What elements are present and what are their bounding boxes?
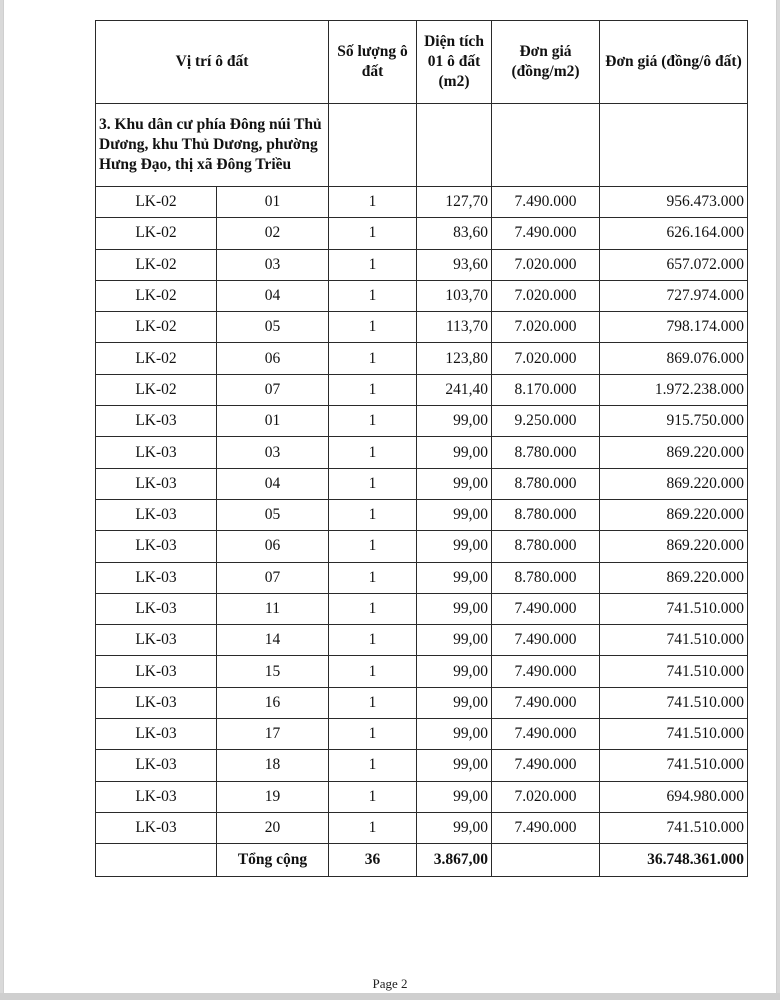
table-row [96, 406, 748, 437]
cell-lot: 05 [217, 312, 329, 343]
cell-quantity: 1 [329, 499, 417, 530]
cell-area: 99,00 [417, 719, 492, 750]
cell-block: LK-03 [96, 468, 217, 499]
cell-unit-price-m2: 9.250.000 [492, 406, 600, 437]
cell-unit-price-m2: 8.780.000 [492, 437, 600, 468]
cell-lot: 03 [217, 437, 329, 468]
cell-price-lot: 694.980.000 [600, 781, 748, 812]
cell-quantity: 1 [329, 187, 417, 218]
cell-quantity: 1 [329, 343, 417, 374]
cell-price-lot: 869.220.000 [600, 562, 748, 593]
cell-quantity: 1 [329, 687, 417, 718]
section-empty-cell [329, 104, 417, 187]
header-unit-price-lot: Đơn giá (đồng/ô đất) [600, 21, 748, 104]
cell-lot: 17 [217, 719, 329, 750]
cell-area: 99,00 [417, 562, 492, 593]
cell-lot: 11 [217, 593, 329, 624]
cell-area: 99,00 [417, 750, 492, 781]
cell-price-lot: 741.510.000 [600, 812, 748, 843]
cell-block: LK-03 [96, 531, 217, 562]
cell-area: 99,00 [417, 468, 492, 499]
header-quantity: Số lượng ô đất [329, 21, 417, 104]
table-row [96, 437, 748, 468]
cell-lot: 05 [217, 499, 329, 530]
cell-lot: 14 [217, 625, 329, 656]
cell-unit-price-m2: 7.020.000 [492, 280, 600, 311]
cell-block: LK-02 [96, 249, 217, 280]
table-row [96, 687, 748, 718]
cell-price-lot: 869.220.000 [600, 437, 748, 468]
cell-area: 99,00 [417, 812, 492, 843]
cell-quantity: 1 [329, 249, 417, 280]
table-row [96, 656, 748, 687]
table-row [96, 499, 748, 530]
cell-quantity: 1 [329, 719, 417, 750]
cell-price-lot: 798.174.000 [600, 312, 748, 343]
cell-price-lot: 956.473.000 [600, 187, 748, 218]
table-row [96, 343, 748, 374]
cell-unit-price-m2: 7.490.000 [492, 187, 600, 218]
total-area: 3.867,00 [417, 844, 492, 877]
cell-lot: 03 [217, 249, 329, 280]
cell-area: 103,70 [417, 280, 492, 311]
table-row [96, 312, 748, 343]
cell-block: LK-03 [96, 406, 217, 437]
cell-price-lot: 741.510.000 [600, 719, 748, 750]
section-row [96, 104, 748, 187]
cell-lot: 06 [217, 343, 329, 374]
section-empty-cell [492, 104, 600, 187]
table-row [96, 374, 748, 405]
section-title: 3. Khu dân cư phía Đông núi Thủ Dương, khu Thủ Dương, phường Hưng Đạo, thị xã Đông Triều [96, 104, 329, 187]
table-row [96, 280, 748, 311]
cell-unit-price-m2: 7.490.000 [492, 593, 600, 624]
table-row [96, 562, 748, 593]
cell-price-lot: 869.220.000 [600, 468, 748, 499]
table-row [96, 750, 748, 781]
cell-quantity: 1 [329, 437, 417, 468]
cell-lot: 06 [217, 531, 329, 562]
cell-quantity: 1 [329, 531, 417, 562]
cell-lot: 19 [217, 781, 329, 812]
cell-quantity: 1 [329, 218, 417, 249]
cell-block: LK-03 [96, 812, 217, 843]
table-row [96, 625, 748, 656]
table-row [96, 531, 748, 562]
cell-block: LK-03 [96, 656, 217, 687]
cell-block: LK-02 [96, 187, 217, 218]
cell-block: LK-03 [96, 499, 217, 530]
cell-lot: 01 [217, 187, 329, 218]
cell-lot: 20 [217, 812, 329, 843]
cell-area: 93,60 [417, 249, 492, 280]
header-area: Diện tích 01 ô đất (m2) [417, 21, 492, 104]
cell-block: LK-02 [96, 374, 217, 405]
cell-lot: 15 [217, 656, 329, 687]
cell-quantity: 1 [329, 625, 417, 656]
page-number: Page 2 [372, 976, 408, 991]
table-header-row [96, 21, 748, 104]
cell-block: LK-03 [96, 437, 217, 468]
cell-block: LK-02 [96, 312, 217, 343]
cell-unit-price-m2: 8.170.000 [492, 374, 600, 405]
header-unit-price-m2: Đơn giá (đồng/m2) [492, 21, 600, 104]
cell-block: LK-03 [96, 781, 217, 812]
cell-unit-price-m2: 8.780.000 [492, 531, 600, 562]
cell-price-lot: 727.974.000 [600, 280, 748, 311]
cell-unit-price-m2: 7.490.000 [492, 719, 600, 750]
cell-area: 83,60 [417, 218, 492, 249]
cell-price-lot: 657.072.000 [600, 249, 748, 280]
cell-area: 99,00 [417, 625, 492, 656]
cell-unit-price-m2: 7.020.000 [492, 781, 600, 812]
cell-area: 99,00 [417, 687, 492, 718]
cell-price-lot: 869.076.000 [600, 343, 748, 374]
table-row [96, 468, 748, 499]
total-price-lot: 36.748.361.000 [600, 844, 748, 877]
cell-price-lot: 741.510.000 [600, 750, 748, 781]
cell-block: LK-02 [96, 218, 217, 249]
section-empty-cell [600, 104, 748, 187]
land-price-table [95, 20, 748, 877]
cell-lot: 02 [217, 218, 329, 249]
cell-lot: 18 [217, 750, 329, 781]
cell-area: 99,00 [417, 437, 492, 468]
cell-lot: 07 [217, 374, 329, 405]
cell-unit-price-m2: 7.490.000 [492, 625, 600, 656]
cell-area: 99,00 [417, 593, 492, 624]
cell-area: 127,70 [417, 187, 492, 218]
cell-unit-price-m2: 7.490.000 [492, 218, 600, 249]
cell-block: LK-02 [96, 343, 217, 374]
cell-quantity: 1 [329, 593, 417, 624]
cell-area: 123,80 [417, 343, 492, 374]
cell-quantity: 1 [329, 406, 417, 437]
cell-unit-price-m2: 7.020.000 [492, 312, 600, 343]
cell-quantity: 1 [329, 280, 417, 311]
cell-quantity: 1 [329, 812, 417, 843]
total-quantity: 36 [329, 844, 417, 877]
cell-unit-price-m2: 7.490.000 [492, 812, 600, 843]
cell-unit-price-m2: 7.490.000 [492, 750, 600, 781]
cell-lot: 04 [217, 280, 329, 311]
cell-quantity: 1 [329, 781, 417, 812]
cell-price-lot: 741.510.000 [600, 625, 748, 656]
cell-price-lot: 869.220.000 [600, 531, 748, 562]
cell-unit-price-m2: 7.020.000 [492, 343, 600, 374]
total-label: Tổng cộng [217, 844, 329, 877]
cell-price-lot: 626.164.000 [600, 218, 748, 249]
cell-lot: 01 [217, 406, 329, 437]
table-row [96, 249, 748, 280]
cell-price-lot: 1.972.238.000 [600, 374, 748, 405]
cell-quantity: 1 [329, 562, 417, 593]
cell-price-lot: 741.510.000 [600, 656, 748, 687]
cell-unit-price-m2: 8.780.000 [492, 499, 600, 530]
table-row [96, 593, 748, 624]
cell-block: LK-03 [96, 593, 217, 624]
table-row [96, 719, 748, 750]
cell-unit-price-m2: 8.780.000 [492, 468, 600, 499]
cell-block: LK-03 [96, 625, 217, 656]
cell-price-lot: 869.220.000 [600, 499, 748, 530]
cell-lot: 04 [217, 468, 329, 499]
cell-block: LK-03 [96, 687, 217, 718]
cell-unit-price-m2: 8.780.000 [492, 562, 600, 593]
table-row [96, 218, 748, 249]
cell-area: 113,70 [417, 312, 492, 343]
cell-area: 99,00 [417, 656, 492, 687]
cell-area: 99,00 [417, 781, 492, 812]
viewer-bottom-edge [0, 993, 780, 1000]
cell-price-lot: 915.750.000 [600, 406, 748, 437]
cell-price-lot: 741.510.000 [600, 593, 748, 624]
section-empty-cell [417, 104, 492, 187]
cell-block: LK-03 [96, 719, 217, 750]
cell-quantity: 1 [329, 374, 417, 405]
cell-quantity: 1 [329, 468, 417, 499]
cell-unit-price-m2: 7.020.000 [492, 249, 600, 280]
cell-unit-price-m2: 7.490.000 [492, 687, 600, 718]
cell-block: LK-03 [96, 750, 217, 781]
cell-block: LK-03 [96, 562, 217, 593]
cell-quantity: 1 [329, 312, 417, 343]
total-empty-cell [96, 844, 217, 877]
cell-unit-price-m2: 7.490.000 [492, 656, 600, 687]
table-row [96, 781, 748, 812]
cell-area: 99,00 [417, 499, 492, 530]
total-unit-price-m2 [492, 844, 600, 877]
cell-lot: 16 [217, 687, 329, 718]
cell-quantity: 1 [329, 750, 417, 781]
cell-quantity: 1 [329, 656, 417, 687]
document-page [3, 0, 777, 993]
header-location: Vị trí ô đất [96, 21, 329, 104]
total-row [96, 844, 748, 877]
cell-area: 241,40 [417, 374, 492, 405]
cell-lot: 07 [217, 562, 329, 593]
cell-price-lot: 741.510.000 [600, 687, 748, 718]
cell-block: LK-02 [96, 280, 217, 311]
table-row [96, 812, 748, 843]
cell-area: 99,00 [417, 531, 492, 562]
cell-area: 99,00 [417, 406, 492, 437]
table-row [96, 187, 748, 218]
